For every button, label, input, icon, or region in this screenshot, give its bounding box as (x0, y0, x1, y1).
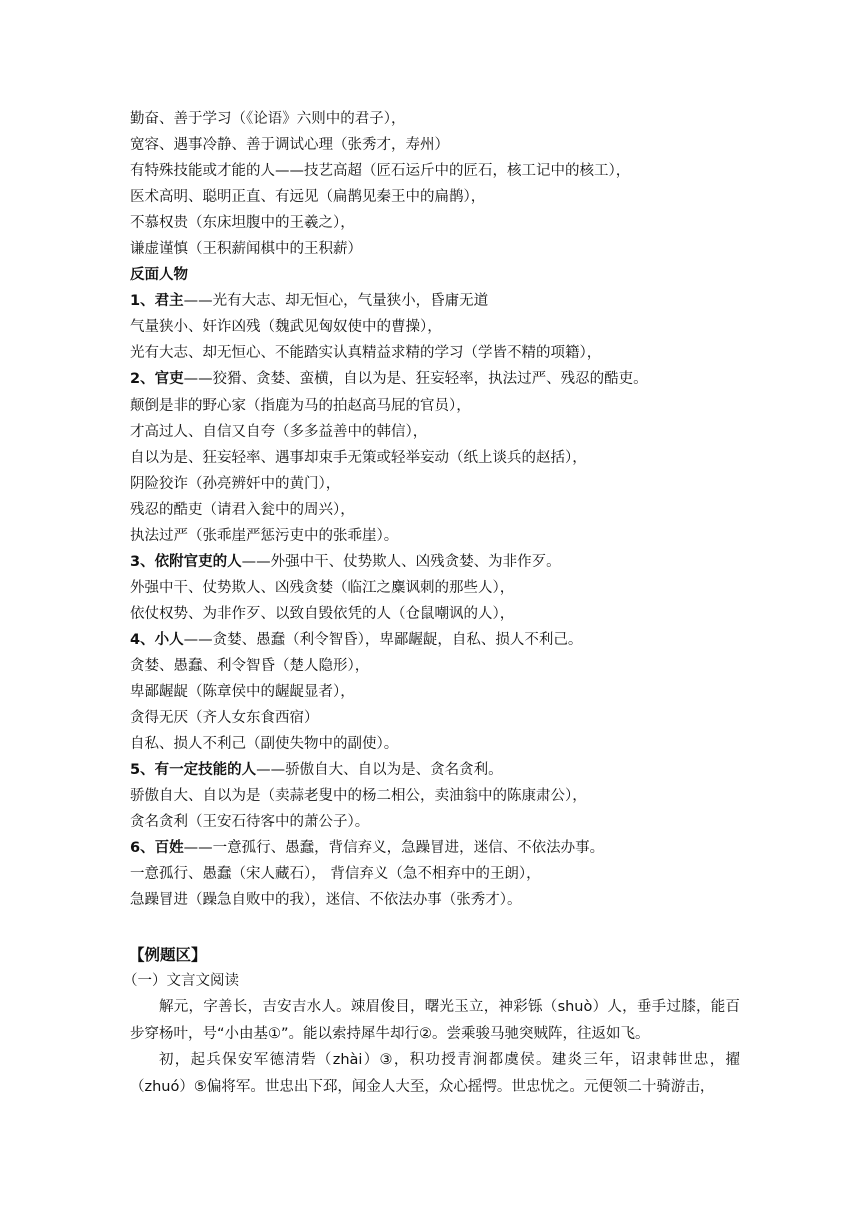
text-line: 残忍的酷吏（请君入瓮中的周兴）， (130, 501, 355, 518)
text-line: 光有大志、却无恒心、不能踏实认真精益求精的学习（学皆不精的项籍）， (130, 345, 602, 362)
text-line: 自以为是、狂妄轻率、遇事却束手无策或轻举妄动（纸上谈兵的赵括）， (130, 449, 587, 466)
text-line: 谦虚谨慎（王积薪闻棋中的王积薪） (130, 241, 362, 258)
category-label: 3、依附官吏的人 (130, 553, 242, 570)
text-line: 一意孤行、愚蠢（宋人藏石）， 背信弃义（急不相弃中的王朗）， (130, 866, 541, 883)
text-line: 外强中干、仗势欺人、凶残贪婪（临江之麋讽刺的那些人）， (130, 579, 515, 596)
passage-paragraph-2: 初，起兵保安军德清砦（zhài）③，积功授青涧都虞侯。建炎三年，诏隶韩世忠，擢（zhuó）⑤偏将军。世忠出下邳，闻金人大至，众心摇愕。世忠忧之。元便领二十骑游击， (130, 1052, 740, 1095)
text-line: 才高过人、自信又自夸（多多益善中的韩信）， (130, 423, 428, 440)
example-subtitle: （一）文言文阅读 (123, 973, 239, 989)
category-label: 6、百姓 (130, 840, 184, 857)
text-line: 贪名贪利（王安石待客中的萧公子）。 (130, 814, 370, 831)
category-line (130, 288, 770, 314)
text-line: 急躁冒进（躁急自败中的我），迷信、不依法办事（张秀才）。 (130, 892, 522, 909)
text-line: 勤奋、善于学习（《论语》六则中的君子）， (130, 111, 406, 127)
text-line: 不慕权贵（东床坦腹中的王羲之）， (130, 215, 355, 232)
example-title: 【例题区】 (129, 946, 207, 964)
text-line: 依仗权势、为非作歹、以致自毁依凭的人（仓鼠嘲讽的人）， (130, 605, 515, 622)
category-line (130, 627, 770, 653)
category-description: ——狡猾、贪婪、蛮横，自以为是、狂妄轻率，执法过严、残忍的酷吏。 (183, 371, 648, 388)
category-description: ——外强中干、仗势欺人、凶残贪婪、为非作歹。 (241, 553, 561, 570)
text-line: 阴险狡诈（孙亮辨奸中的黄门）， (130, 475, 341, 492)
text-line: 气量狭小、奸诈凶残（魏武见匈奴使中的曹操）， (130, 319, 442, 336)
passage-paragraph-1: 解元，字善长，吉安吉水人。竦眉俊目，曙光玉立，神彩铄（shuò）人，垂手过膝，能百步穿杨叶，号“小由基①”。能以索持犀牛却行②。尝乘骏马驰突贼阵，往返如飞。 (130, 999, 740, 1042)
text-line: 自私、损人不利己（副使失物中的副使）。 (130, 736, 399, 753)
category-label: 4、小人 (130, 631, 184, 648)
text-line: 骄傲自大、自以为是（卖蒜老叟中的杨二相公，卖油翁中的陈康肃公）， (130, 788, 587, 805)
text-line: 贪婪、愚蠢、利令智昏（楚人隐形）， (130, 657, 370, 674)
category-line (130, 835, 770, 861)
text-line: 执法过严（张乖崖严惩污吏中的张乖崖）。 (130, 527, 399, 544)
text-line: 医术高明、聪明正直、有远见（扁鹊见秦王中的扁鹊）， (130, 189, 486, 206)
category-line (130, 757, 770, 783)
category-description: ——贪婪、愚蠢（利令智昏），卑鄙龌龊，自私、损人不利己。 (183, 631, 583, 648)
section-heading: 反面人物 (130, 267, 188, 284)
category-description: ——光有大志、却无恒心，气量狭小，昏庸无道 (183, 293, 489, 310)
text-line: 卑鄙龌龊（陈章侯中的龌龊显者）， (130, 684, 355, 701)
category-line (130, 366, 770, 392)
category-description: ——骄傲自大、自以为是、贪名贪利。 (256, 762, 503, 779)
text-line: 颠倒是非的野心家（指鹿为马的拍赵高马屁的官员）， (130, 397, 471, 414)
text-line: 贪得无厌（齐人女东食西宿） (130, 710, 319, 727)
text-line: 宽容、遇事冷静、善于调试心理（张秀才，寿州） (130, 137, 449, 154)
category-label: 5、有一定技能的人 (130, 762, 257, 779)
character-list (130, 106, 770, 913)
category-description: ——一意孤行、愚蠢，背信弃义，急躁冒进，迷信、不依法办事。 (183, 840, 605, 857)
example-section (123, 942, 770, 1100)
category-line (130, 549, 770, 575)
category-label: 1、君主 (130, 293, 184, 310)
text-line: 有特殊技能或才能的人——技艺高超（匠石运斤中的匠石，核工记中的核工）， (130, 163, 631, 180)
category-label: 2、官吏 (130, 371, 184, 388)
